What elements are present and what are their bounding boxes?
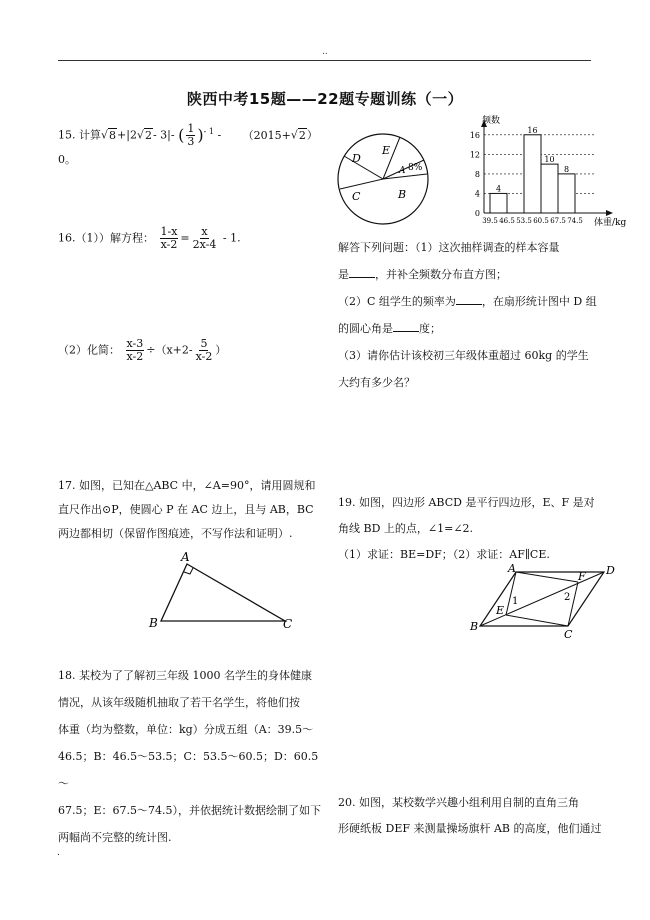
- hist-bar-A: [490, 193, 507, 213]
- q17-triangle-figure: [145, 550, 305, 632]
- q16-frac3: $\frac{x-3}{x-2}$: [126, 337, 144, 363]
- hist-y-tick-12: 12: [469, 150, 480, 160]
- hist-x-tick-5: 74.5: [567, 217, 583, 225]
- q16-p2-label: （2）化简：: [58, 343, 120, 357]
- hist-bar-label-D: 10: [544, 155, 555, 165]
- q16-frac4: $\frac{5}{x-2}$: [195, 337, 213, 363]
- blank-c-frequency[interactable]: [456, 304, 482, 305]
- angle-1-label: 1: [512, 596, 519, 607]
- pg-label-d: D: [606, 564, 615, 577]
- pie-divider-5: [340, 179, 383, 189]
- hist-bar-D: [541, 164, 558, 213]
- q15-abs-open: +|2: [117, 128, 137, 142]
- q16-equals: =: [180, 231, 190, 245]
- label-b: B: [149, 616, 158, 630]
- hist-bar-label-A: 4: [495, 184, 502, 194]
- hist-y-title: 频数: [482, 116, 501, 126]
- segment-ec: [506, 615, 568, 626]
- pie-label-c: C: [352, 190, 361, 203]
- segment-af: [516, 572, 578, 582]
- q20-line-1: 20. 如图，某校数学兴趣小组利用自制的直角三角: [338, 796, 579, 809]
- q16-part2: [58, 338, 226, 363]
- q17-text: [58, 474, 328, 546]
- q16-frac1: $\frac{1-x}{x-2}$: [160, 225, 178, 251]
- q18-q-line-2: 是 ，并补全频数分布直方图；: [338, 268, 507, 281]
- q15-paren-close: ）: [306, 128, 318, 142]
- q19-line-2: 角线 BD 上的点，∠1=∠2.: [338, 522, 474, 535]
- q16-frac2: $\frac{x}{2x-4}$: [192, 225, 217, 251]
- hist-y-tick-16: 16: [469, 130, 480, 140]
- label-a: A: [181, 550, 190, 564]
- q17-line-1: 17. 如图，已知在△ABC 中，∠A=90°，请用圆规和: [58, 479, 316, 492]
- hist-x-tick-2: 53.5: [516, 217, 532, 225]
- histogram: [458, 112, 638, 232]
- hist-x-title: 体重/kg: [594, 218, 627, 228]
- header-dots: ..: [322, 47, 328, 57]
- hist-x-tick-0: 39.5: [482, 217, 498, 225]
- pg-label-b: B: [470, 620, 479, 633]
- pg-label-e: E: [496, 604, 505, 617]
- q15-sqrt8: 8: [109, 128, 117, 142]
- pie-label-a-pct: 8%: [408, 163, 423, 173]
- q15-paren-open: （2015+: [242, 128, 291, 142]
- q18-line-1: 18. 某校为了了解初三年级 1000 名学生的身体健康: [58, 669, 312, 682]
- q20-line-2: 形硬纸板 DEF 来测量操场旗杆 AB 的高度，他们通过: [338, 822, 602, 835]
- q18-line-3: 体重（均为整数，单位：kg）分成五组（A：39.5～: [58, 723, 314, 736]
- footer-dot: .: [57, 848, 60, 858]
- pie-chart: [330, 130, 440, 230]
- pie-label-a: A: [399, 166, 406, 176]
- q18-q-line-5: （3）请你估计该校初三年级体重超过 60kg 的学生: [338, 349, 589, 362]
- hist-y-tick-8: 8: [474, 169, 480, 179]
- pg-label-f: F: [578, 570, 586, 583]
- hist-x-tick-1: 46.5: [499, 217, 515, 225]
- q18-q-line-3: （2）C 组学生的频率为 ，在扇形统计图中 D 组: [338, 295, 597, 308]
- q18-q-line-4: 的圆心角是 度；: [338, 322, 441, 335]
- label-c: C: [283, 617, 293, 631]
- hist-y-tick-0: 0: [474, 209, 480, 218]
- q15-expression: 15. 计算√8+|2√2- 3|- ( $\frac{1}{3}$ )$^{- 1}$ - （2015+√2）: [58, 122, 318, 149]
- q18-line-5: 67.5；E：67.5～74.5），并依据统计数据绘制了如下: [58, 804, 322, 817]
- q18-line-4: 46.5；B：46.5～53.5；C：53.5～60.5；D：60.5～: [58, 750, 319, 790]
- q19-parallelogram-figure: [466, 560, 626, 640]
- pie-label-d: D: [352, 152, 361, 165]
- q18-text: [58, 662, 328, 851]
- header-rule: [58, 60, 591, 61]
- q17-line-3: 两边都相切（保留作图痕迹，不写作法和证明）.: [58, 527, 293, 540]
- q16-part1: [58, 226, 241, 251]
- q15-number: 15.: [58, 128, 76, 142]
- q16-div: ÷（x+2-: [146, 343, 193, 357]
- q17-line-2: 直尺作出⊙P，使圆心 P 在 AC 边上，且与 AB，BC: [58, 503, 314, 516]
- pie-divider-1: [344, 156, 383, 179]
- page-title: 陕西中考15题——22题专题训练（一）: [186, 90, 464, 108]
- q19-text: [338, 490, 608, 568]
- hist-bar-label-E: 8: [563, 164, 570, 174]
- q18-q-line-1: 解答下列问题：（1）这次抽样调查的样本容量: [338, 241, 560, 254]
- pie-label-e: E: [382, 144, 391, 157]
- q16-tail: - 1.: [222, 231, 241, 245]
- q16-label: 16.（1））解方程：: [58, 231, 154, 245]
- q19-line-1: 19. 如图，四边形 ABCD 是平行四边形，E、F 是对: [338, 496, 595, 509]
- q20-text: [338, 790, 608, 842]
- q18-questions: [338, 234, 608, 396]
- hist-x-tick-4: 67.5: [550, 217, 566, 225]
- q18-line-2: 情况，从该年级随机抽取了若干名学生，将他们按: [58, 696, 300, 709]
- q15-fraction: $\frac{1}{3}$: [187, 122, 195, 149]
- q15-sqrt2b: 2: [298, 128, 306, 142]
- hist-x-tick-3: 60.5: [533, 217, 549, 225]
- hist-bar-label-C: 16: [527, 125, 538, 135]
- q18-q-line-6: 大约有多少名？: [338, 376, 415, 389]
- pg-label-a: A: [508, 562, 516, 575]
- q15-minus: -: [217, 128, 222, 142]
- q15-sqrt2a: 2: [144, 128, 152, 142]
- angle-2-label: 2: [564, 592, 571, 603]
- q15-line2: 0。: [58, 153, 76, 166]
- hist-bar-C: [524, 135, 541, 213]
- hist-y-tick-4: 4: [474, 189, 480, 199]
- blank-d-angle[interactable]: [393, 331, 419, 332]
- q15-prefix: 计算: [79, 128, 101, 142]
- q15-exponent: - 1: [203, 127, 214, 136]
- pg-label-c: C: [564, 628, 573, 640]
- q16-close: ）: [215, 343, 227, 357]
- q19-line-3: （1）求证：BE=DF；（2）求证：AF∥CE.: [338, 548, 550, 561]
- triangle-abc: [161, 564, 285, 621]
- q18-line-6: 两幅尚不完整的统计图.: [58, 831, 172, 844]
- blank-sample-size[interactable]: [349, 277, 375, 278]
- pie-label-b: B: [398, 188, 407, 201]
- hist-x-arrow: [606, 210, 613, 216]
- hist-bar-E: [558, 174, 575, 213]
- q15-abs-close: - 3|-: [152, 128, 175, 142]
